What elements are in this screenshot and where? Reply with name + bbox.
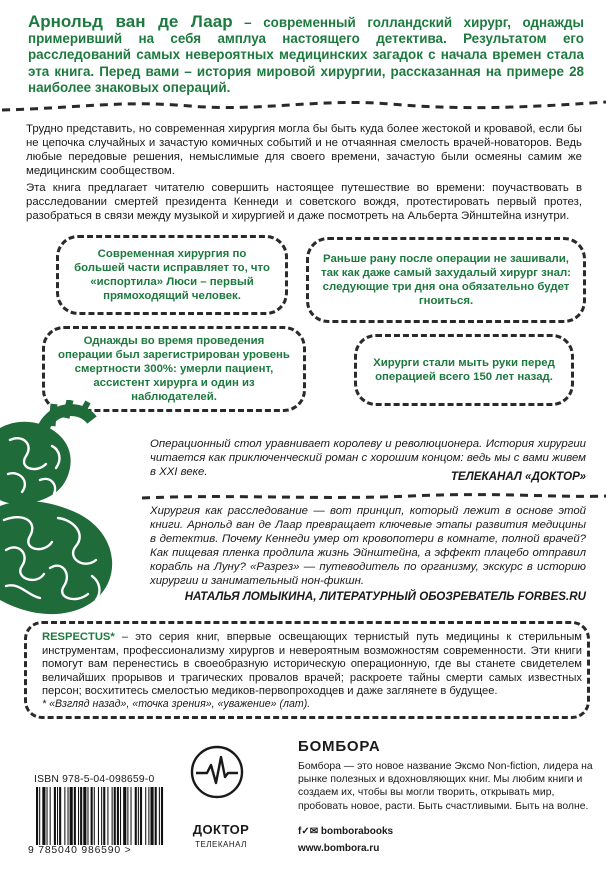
fact-text-3: Однажды во время проведения операции был зарегистрирован уровень смертности 300%: умерли пациент, ассистент хирурга и один из наблюдателей.: [58, 335, 290, 403]
quote-1-source: ТЕЛЕКАНАЛ «ДОКТОР»: [450, 470, 586, 483]
barcode: [34, 787, 166, 845]
intro-text: – современный голландский хирург, однажды примеривший на себя амплуа настоящего детектива. Результатом его расследований самых невероятных медицинских загадок с начала времен стала эта книга. Перед вами – история мировой хирургии, рассказанная на примере 28 наиболее знаковых операций.: [28, 15, 584, 95]
respectus-text: – это серия книг, впервые освещающих тернистый путь медицины к стерильным инструментам, профессионализму хирургов и невероятным возможностям современности. Эти книги помогут вам перенестись в своеобразную историческую операционную, где вы станете свидетелем величайших прорывов и трагических провалов врачей; раскроете тайны смерти самых известных персон; восхититесь смелостью медиков-первопроходцев и даже заглянете в будущее.: [42, 631, 582, 698]
intro-paragraph: [28, 14, 584, 96]
author-name: Арнольд ван де Лаар: [28, 12, 233, 31]
publisher-description: Бомбора — это новое название Эксмо Non-fiction, лидера на рынке полезных и вдохновляющих книг. Мы любим книги и создаем их, чтобы вы могли творить, открывать мир, пробовать новое, расти. Быть счастливыми. Быть на волне.: [298, 761, 593, 812]
fact-text-2: Раньше рану после операции не зашивали, так как даже самый захудалый хирург знал: следующие три дня она обязательно будет гноиться.: [321, 253, 571, 307]
logo-title: ДОКТОР: [192, 822, 250, 837]
social-handle: bomborabooks: [320, 826, 394, 837]
respectus-description: [42, 631, 582, 699]
wavy-divider: [0, 88, 608, 118]
quote-1: Операционный стол уравнивает королеву и революционера. История хирургии читается как приключенческий роман с хорошим концом: ведь мы с вами живем в XXI веке.: [150, 438, 586, 478]
social-icons: f✓✉: [298, 826, 319, 837]
respectus-footnote: * «Взгляд назад», «точка зрения», «уважение» (лат).: [42, 698, 311, 710]
fact-bubble-1: [56, 235, 288, 315]
fact-text-4: Хирурги стали мыть руки перед операцией всего 150 лет назад.: [373, 357, 555, 383]
respectus-title: RESPECTUS*: [42, 631, 115, 643]
body-paragraph-1: Трудно представить, но современная хирургия могла бы быть куда более жестокой и кровавой, если бы не цепочка случайных и зачастую комичных событий и не отчаянная смелость врачей-новаторов. Ведь любые передовые решения, немыслимые для своего времени, зачастую были осмеяны самим же медицинским сообществом.: [26, 123, 582, 177]
quote-2: Хирургия как расследование — вот принцип, который лежит в основе этой книги. Арнольд ван де Лаар превращает ключевые этапы развития медицины в детектив. Почему Кеннеди умер от кровопотери в комнате, полной врачей? Как пищевая пленка продлила жизнь Эйнштейна, а эффект плацебо отправил корабль на Луну? «Разрез» — путеводитель по организму, экскурс в историю хирургии и занимательный нон-фикшн.: [150, 505, 586, 587]
doctor-heartbeat-icon: [190, 745, 244, 799]
heart-brain-illustration: [0, 400, 140, 622]
body-paragraph-2: Эта книга предлагает читателю совершить настоящее путешествие во времени: поучаствовать в расследовании смертей президента Кеннеди и советского вождя, протестировать первый протез, разобраться в связи между музыкой и хирургией и даже посмотреть на Альберта Эйнштейна изнутри.: [26, 182, 582, 222]
fact-bubble-2: [306, 237, 586, 323]
fact-text-1: Современная хирургия по большей части исправляет то, что «испортила» Люси – первый прямоходящий человек.: [74, 248, 270, 302]
isbn-label: ISBN 978-5-04-098659-0: [34, 774, 155, 785]
quote-2-source: НАТАЛЬЯ ЛОМЫКИНА, ЛИТЕРАТУРНЫЙ ОБОЗРЕВАТЕЛЬ FORBES.RU: [184, 590, 586, 603]
barcode-digits: 9 785040 986590 >: [28, 845, 132, 856]
fact-bubble-4: [354, 334, 574, 406]
logo-subtitle: ТЕЛЕКАНАЛ: [195, 840, 247, 849]
social-row: [298, 826, 393, 837]
website-link[interactable]: www.bombora.ru: [298, 843, 380, 854]
publisher-name: БОМБОРА: [298, 738, 381, 755]
